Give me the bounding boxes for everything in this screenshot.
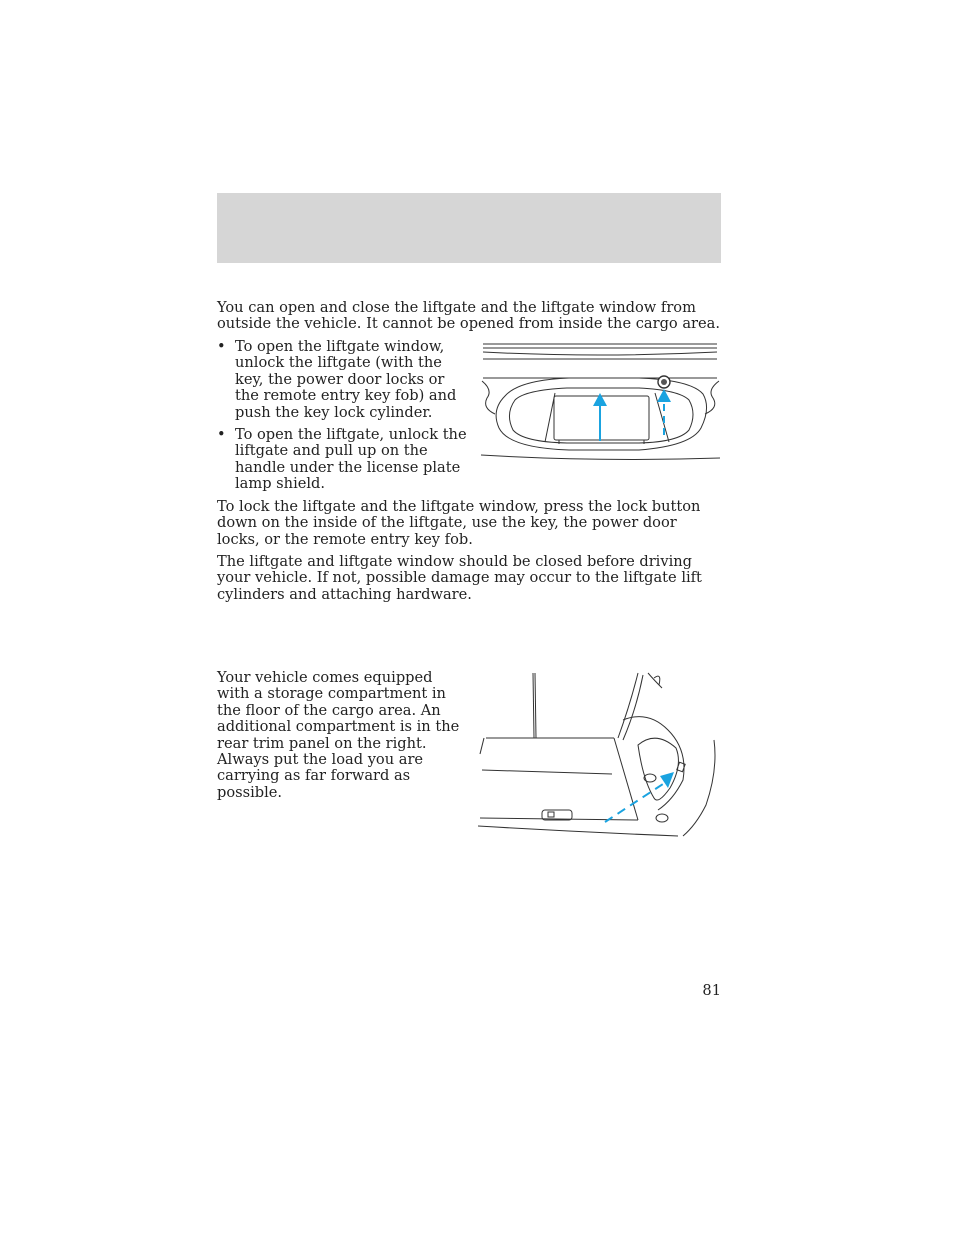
bullet-marker: • xyxy=(217,426,226,444)
liftgate-instructions-list xyxy=(217,339,472,499)
list-item-text: To open the liftgate window, unlock the liftgate (with the key, the power door locks or the remote entry key fob) and push the key lock cylinder. xyxy=(235,338,457,421)
bullet-marker: • xyxy=(217,338,226,355)
section-header-band xyxy=(217,193,721,263)
intro-paragraph: You can open and close the liftgate and the liftgate window from outside the vehicle. It cannot be opened from inside the cargo area. xyxy=(217,299,720,333)
lock-paragraph: To lock the liftgate and the liftgate window, press the lock button down on the inside of the liftgate, use the key, the power door locks, or the remote entry key fob. xyxy=(217,498,701,548)
liftgate-handle-illustration xyxy=(479,338,722,464)
list-item xyxy=(217,339,472,421)
list-item xyxy=(217,427,472,493)
storage-paragraph: Your vehicle comes equipped with a storage compartment in the floor of the cargo area. An additional compartment is in the rear trim panel on the right. Always put the load you are carrying as far forward as possible. xyxy=(217,669,460,801)
list-item-text: To open the liftgate, unlock the liftgate and pull up on the handle under the license plate lamp shield. xyxy=(235,426,467,493)
close-before-driving-paragraph: The liftgate and liftgate window should be closed before driving your vehicle. If not, possible damage may occur to the liftgate lift cylinders and attaching hardware. xyxy=(217,553,702,603)
dashed-arrow-shaft xyxy=(605,784,663,822)
cargo-compartment-illustration xyxy=(478,670,722,838)
page-number: 81 xyxy=(702,982,721,999)
arrow-up-icon xyxy=(593,393,607,406)
lock-keyhole-icon xyxy=(661,379,667,385)
